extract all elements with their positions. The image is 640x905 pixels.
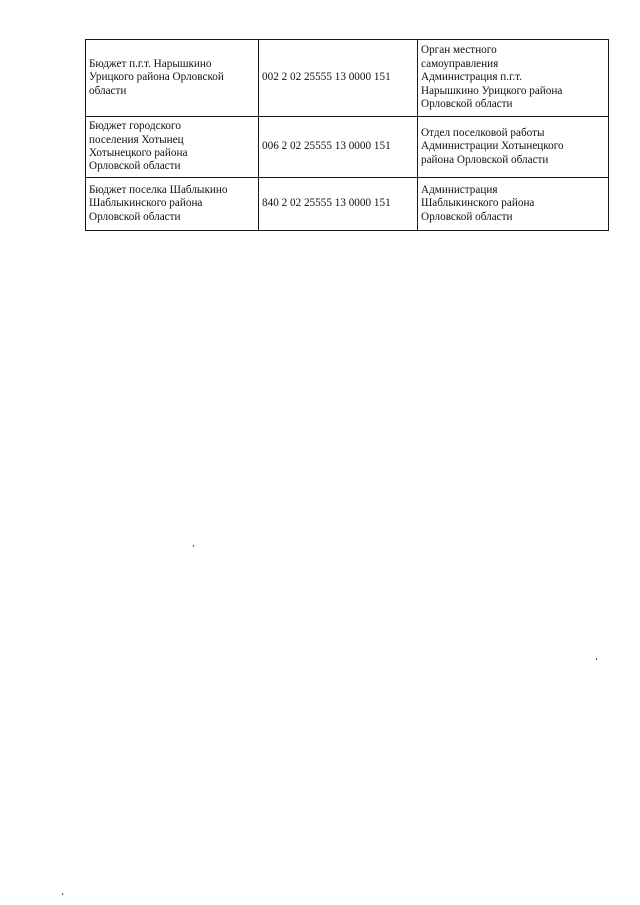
revenue-code-cell bbox=[259, 178, 418, 231]
budget-name-text: Бюджет п.г.т. Нарышкино Урицкого района Орловской области bbox=[89, 57, 224, 97]
budget-name-text: Бюджет городского поселения Хотынец Хотынецкого района Орловской области bbox=[89, 120, 188, 173]
administrator-text: Администрация Шаблыкинского района Орловской области bbox=[421, 183, 535, 223]
administrator-text: Орган местного самоуправления Администрация п.г.т. Нарышкино Урицкого района Орловской области bbox=[421, 44, 563, 111]
revenue-code-cell bbox=[259, 40, 418, 117]
table-row bbox=[86, 40, 609, 117]
scan-speck bbox=[596, 658, 597, 660]
table-row bbox=[86, 117, 609, 178]
administrator-text: Отдел поселковой работы Администрации Хотынецкого района Орловской области bbox=[421, 126, 564, 166]
revenue-code-text: 840 2 02 25555 13 0000 151 bbox=[262, 197, 391, 210]
budget-name-text: Бюджет поселка Шаблыкино Шаблыкинского района Орловской области bbox=[89, 183, 228, 223]
scan-speck bbox=[62, 893, 63, 895]
budget-name-cell bbox=[86, 117, 259, 178]
administrator-cell bbox=[418, 117, 609, 178]
budget-name-cell bbox=[86, 178, 259, 231]
budget-revenue-table bbox=[85, 39, 609, 231]
revenue-code-text: 006 2 02 25555 13 0000 151 bbox=[262, 140, 391, 153]
administrator-cell bbox=[418, 178, 609, 231]
budget-name-cell bbox=[86, 40, 259, 117]
administrator-cell bbox=[418, 40, 609, 117]
scan-speck bbox=[193, 545, 195, 547]
revenue-code-cell bbox=[259, 117, 418, 178]
revenue-code-text: 002 2 02 25555 13 0000 151 bbox=[262, 71, 391, 84]
table-row bbox=[86, 178, 609, 231]
